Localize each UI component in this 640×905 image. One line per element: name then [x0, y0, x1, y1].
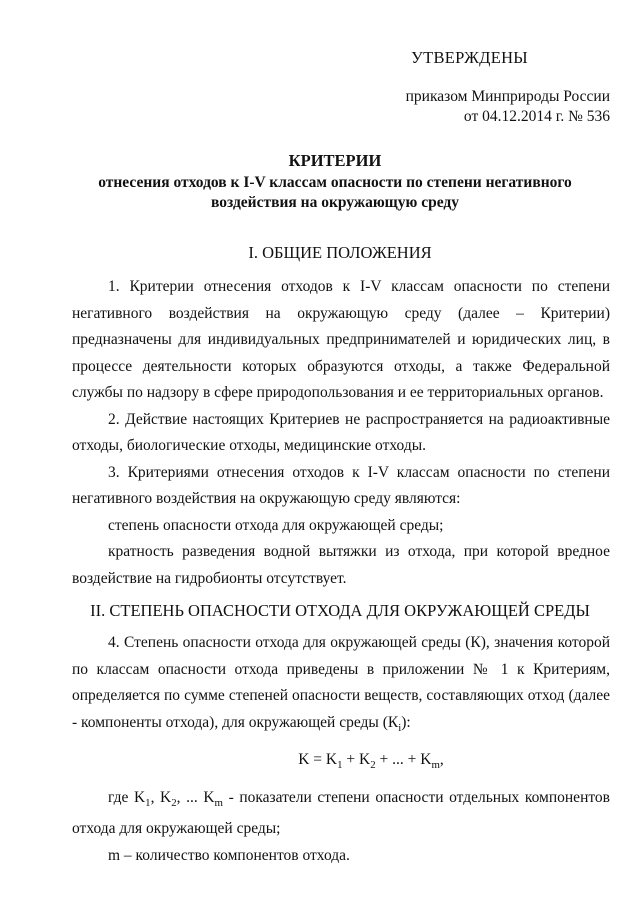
title-subtitle-line2: воздействия на окружающую среду [210, 194, 460, 211]
p5-c: , ... K [176, 788, 215, 806]
paragraph-4 [72, 630, 610, 741]
formula [72, 747, 610, 779]
approval-order-date: от 04.12.2014 г. № 536 [463, 108, 610, 125]
formula-lhs: K = K [298, 751, 338, 769]
paragraph-3: 3. Критериями отнесения отходов к I-V классам опасности по степени негативного воздействия на окружающую среду являются: [72, 463, 610, 507]
paragraph-2: 2. Действие настоящих Критериев не распространяется на радиоактивные отходы, биологические отходы, медицинские отходы. [72, 410, 610, 454]
formula-term-2: + K [342, 751, 371, 769]
p5-d: - показатели степени опасности отдельных компонентов отхода для окружающей среды; [72, 788, 610, 838]
p5-sub-m: m [214, 796, 223, 809]
formula-sub-1: 1 [337, 759, 343, 772]
p5-sub-2: 2 [171, 796, 177, 809]
formula-term-m: + ... + K [375, 751, 432, 769]
section-2-body [72, 630, 610, 869]
p5-sub-1: 1 [145, 796, 151, 809]
paragraph-6: m – количество компонентов отхода. [108, 846, 350, 864]
p5-b: , K [150, 788, 172, 806]
paragraph-4-text: 4. Степень опасности отхода для окружающей среды (К), значения которой по классам опасности отхода приведены в приложении № 1 к Критериям, определяется по сумме степеней опасности веществ, составляющих отход (далее - компоненты отхода), для окружающей среды (К [72, 634, 610, 731]
paragraph-1: 1. Критерии отнесения отходов к I-V классам опасности по степени негативного воздействия на окружающую среду (далее – Критерии) предназначены для индивидуальных предпринимателей и юридических лиц, в процессе деятельности которых образуются отходы, а также Федеральной службы по надзору в сфере природопользования и ее территориальных органов. [72, 278, 610, 401]
subscript-i: i [398, 721, 402, 734]
approved-heading: УТВЕРЖДЕНЫ [411, 48, 528, 67]
approval-order [406, 87, 610, 127]
section-1-body [72, 274, 610, 592]
title-main: КРИТЕРИИ [288, 151, 382, 170]
paragraph-3-item-2: кратность разведения водной вытяжки из отхода, при которой вредное воздействие на гидробионты отсутствует. [72, 543, 610, 587]
formula-sub-m: m [431, 759, 440, 772]
approval-order-line: приказом Минприроды России [405, 88, 610, 105]
paragraph-3-item-1: степень опасности отхода для окружающей среды; [108, 516, 444, 534]
p5-a: где K [108, 788, 146, 806]
document-title [80, 151, 590, 213]
paragraph-5 [72, 785, 610, 843]
formula-end: , [439, 751, 444, 769]
section-1-heading: I. ОБЩИЕ ПОЛОЖЕНИЯ [248, 243, 432, 262]
formula-sub-2: 2 [370, 759, 376, 772]
title-subtitle-line1: отнесения отходов к I-V классам опасности по степени негативного [98, 174, 572, 191]
section-2-heading: II. СТЕПЕНЬ ОПАСНОСТИ ОТХОДА ДЛЯ ОКРУЖАЮЩЕЙ СРЕДЫ [90, 601, 590, 620]
paragraph-4-end: ): [401, 713, 411, 731]
